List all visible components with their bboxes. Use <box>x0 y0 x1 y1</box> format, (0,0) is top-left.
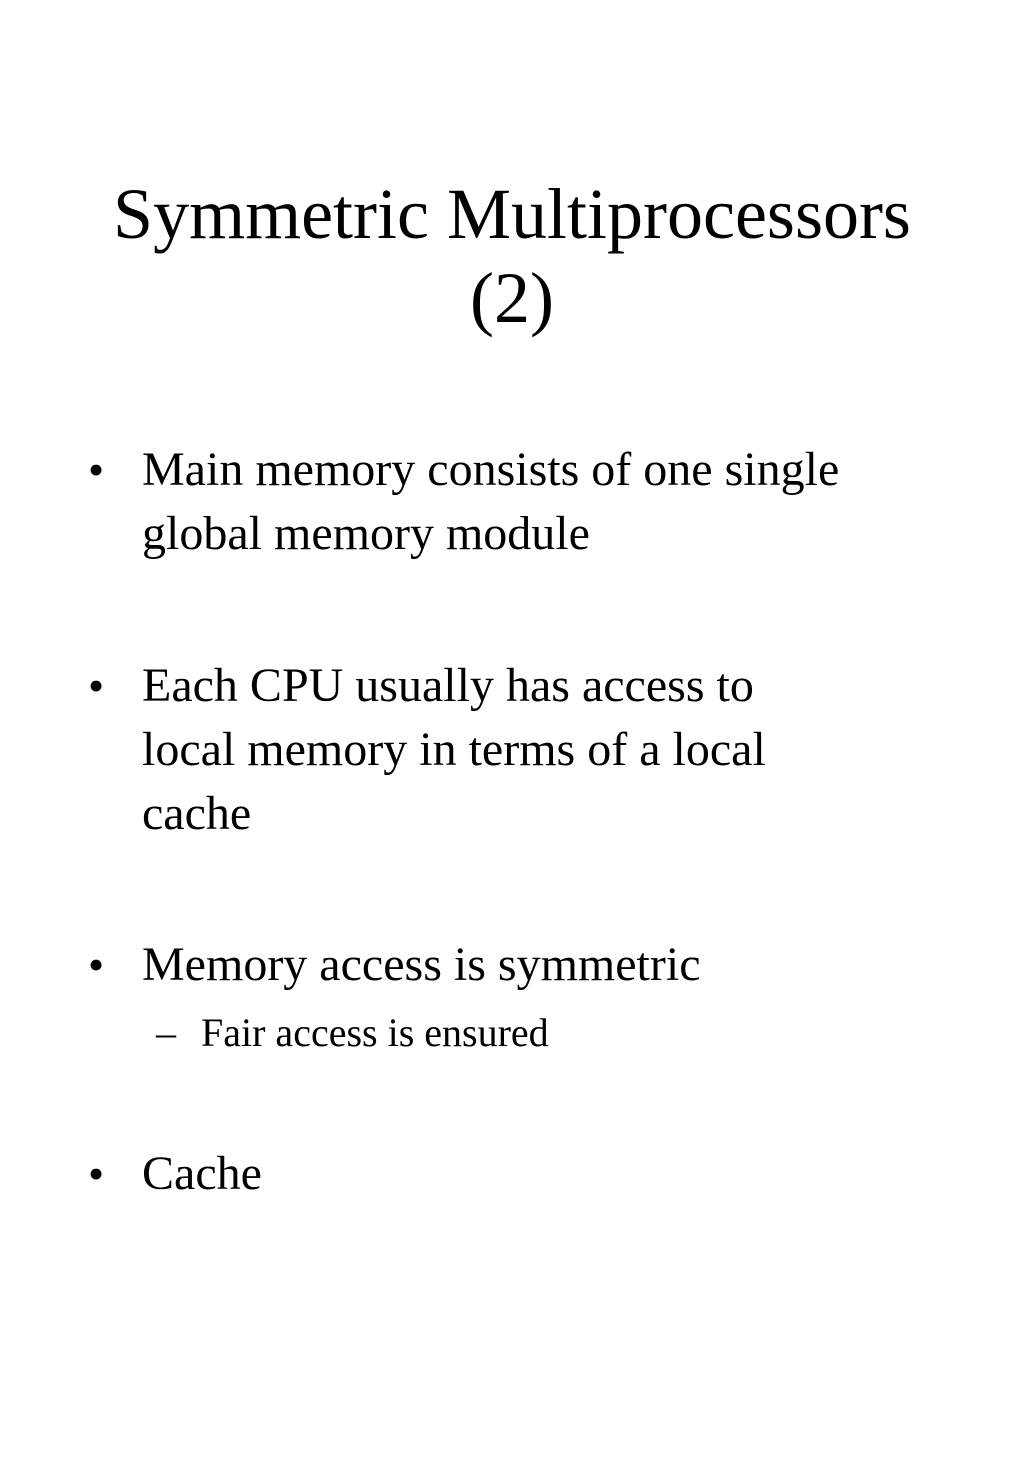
bullet-line: global memory module <box>142 507 590 560</box>
bullet-line: Each CPU usually has access to <box>142 659 754 712</box>
bullet-line: Cache <box>142 1147 262 1200</box>
bullet-text <box>142 438 942 566</box>
bullet-text <box>142 1142 942 1206</box>
bullet-text <box>142 654 942 846</box>
bullet-marker: • <box>88 939 105 990</box>
sub-bullet-marker: – <box>156 1010 176 1055</box>
title-line-2: (2) <box>470 258 554 338</box>
bullet-line: Memory access is symmetric <box>142 938 701 991</box>
bullet-text <box>142 933 942 997</box>
bullet-marker: • <box>88 444 105 495</box>
slide-title <box>40 172 984 340</box>
title-line-1: Symmetric Multiprocessors <box>113 174 911 254</box>
bullet-line: local memory in terms of a local <box>142 723 766 776</box>
bullet-line: Main memory consists of one single <box>142 443 840 496</box>
sub-bullet-text: Fair access is ensured <box>201 1010 549 1055</box>
bullet-line: cache <box>142 787 252 840</box>
bullet-marker: • <box>88 1148 105 1199</box>
bullet-marker: • <box>88 660 105 711</box>
